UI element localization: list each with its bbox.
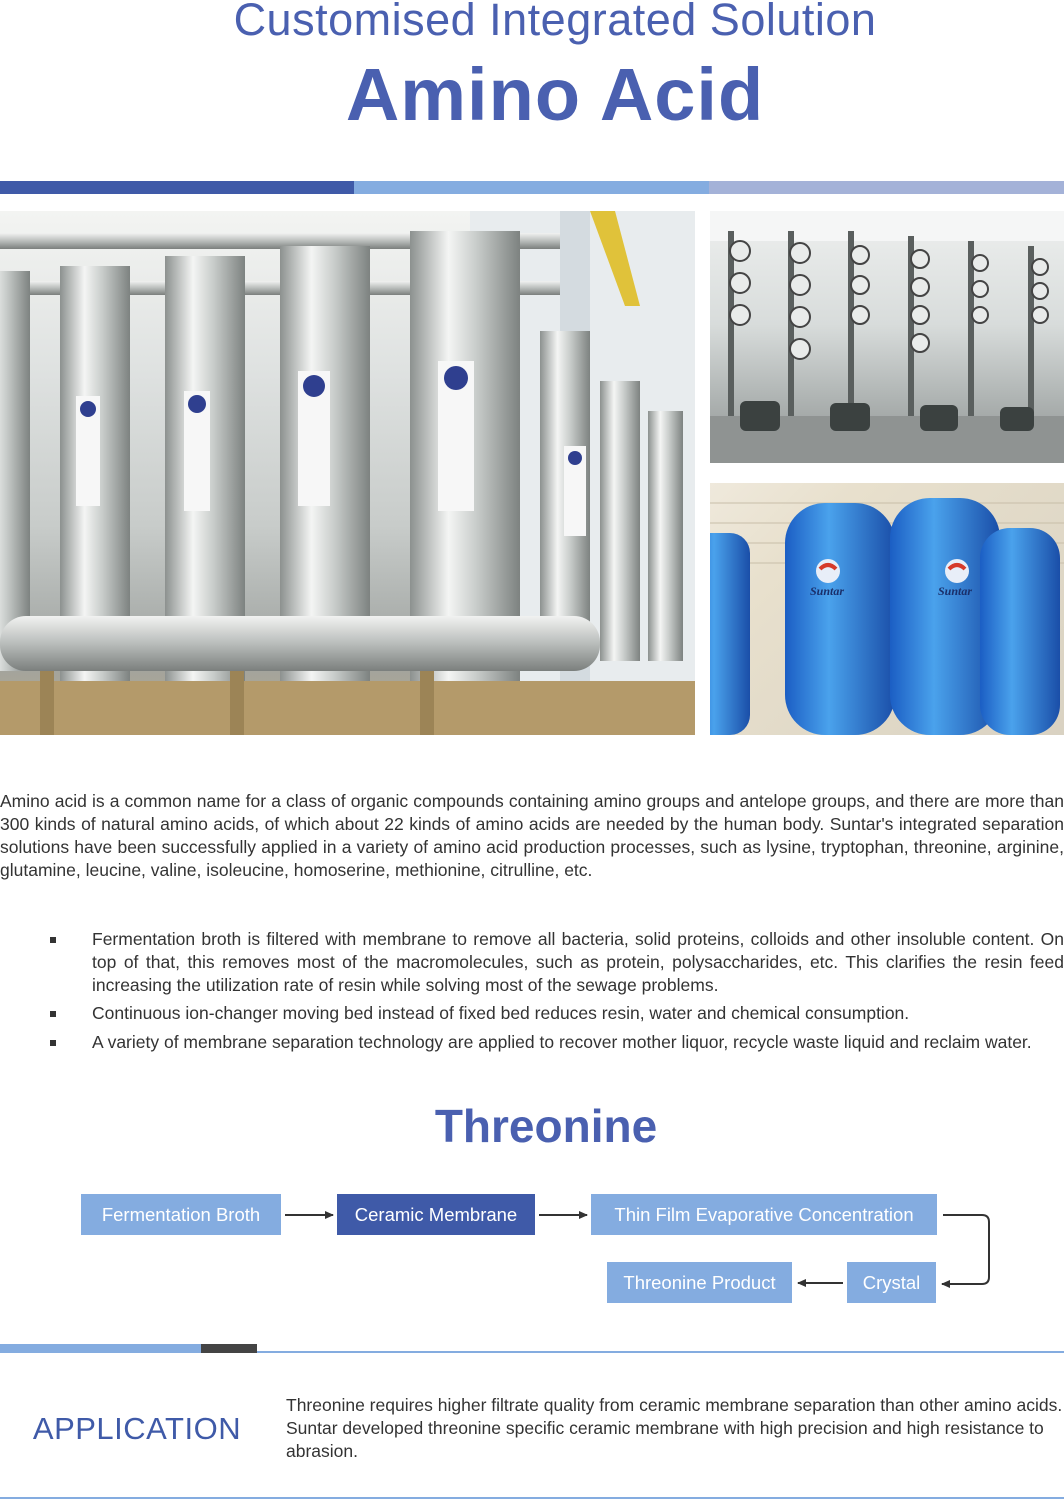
application-label: APPLICATION <box>32 1411 242 1446</box>
flow-step-fermentation-broth: Fermentation Broth <box>81 1194 281 1235</box>
list-item-text: Continuous ion-changer moving bed instead of fixed bed reduces resin, water and chemical consumption. <box>92 1003 910 1023</box>
list-item-text: Fermentation broth is filtered with membrane to remove all bacteria, solid proteins, colloids and other insoluble content. On top of that, this removes most of the macromolecules, such as protein, polysaccharides, etc. This clarifies the resin feed increasing the utilization rate of resin while solving most of the sewage problems. <box>92 929 1064 995</box>
photo-membrane-rack <box>710 211 1064 463</box>
flow-step-thin-film-evaporation: Thin Film Evaporative Concentration <box>591 1194 937 1235</box>
flow-step-crystal: Crystal <box>847 1262 936 1303</box>
membrane-rack-illustration <box>710 211 1064 463</box>
list-item <box>92 1002 1064 1025</box>
flow-step-threonine-product: Threonine Product <box>607 1262 792 1303</box>
footer-bar-light <box>0 1344 201 1353</box>
photo-blue-tanks <box>710 483 1064 735</box>
photo-stainless-membrane-columns <box>0 211 695 735</box>
list-item <box>92 928 1064 997</box>
application-text: Threonine requires higher filtrate quality from ceramic membrane separation than other amino acids. Suntar developed threonine specific ceramic membrane with high precision and high resistance to abrasion. <box>286 1395 1063 1461</box>
header-bar-light <box>354 181 709 194</box>
header-bar-pale <box>709 181 1064 194</box>
list-item-text: A variety of membrane separation technology are applied to recover mother liquor, recycle waste liquid and reclaim water. <box>92 1032 1032 1052</box>
footer-bar-dark <box>201 1344 257 1353</box>
footer-rule <box>257 1351 1064 1353</box>
threonine-title: Threonine <box>434 1100 658 1152</box>
intro-paragraph: Amino acid is a common name for a class of organic compounds containing amino groups and antelope groups, and there are more than 300 kinds of natural amino acids, of which about 22 kinds of amino acids are needed by the human body. Suntar's integrated separation solutions have been successfully applied in a variety of amino acid production processes, such as lysine, tryptophan, threonine, arginine, glutamine, leucine, valine, isoleucine, homoserine, methionine, citrulline, etc. <box>0 791 1064 880</box>
list-item <box>92 1031 1064 1054</box>
bullet-square-icon <box>50 1011 56 1017</box>
blue-tanks-illustration <box>710 483 1064 735</box>
flow-step-ceramic-membrane: Ceramic Membrane <box>337 1194 535 1235</box>
tank-logo-text: Suntar <box>810 584 845 598</box>
arrow-loop-icon <box>942 1215 989 1284</box>
bullet-square-icon <box>50 937 56 943</box>
header-bar-dark <box>0 181 354 194</box>
page-subtitle: Customised Integrated Solution <box>233 0 877 45</box>
page-title: Amino Acid <box>345 53 765 136</box>
columns-illustration <box>0 211 695 735</box>
bullet-square-icon <box>50 1040 56 1046</box>
bottom-rule <box>0 1497 1064 1499</box>
flow-arrows <box>0 1180 1064 1320</box>
tank-logo-text-2: Suntar <box>938 584 973 598</box>
